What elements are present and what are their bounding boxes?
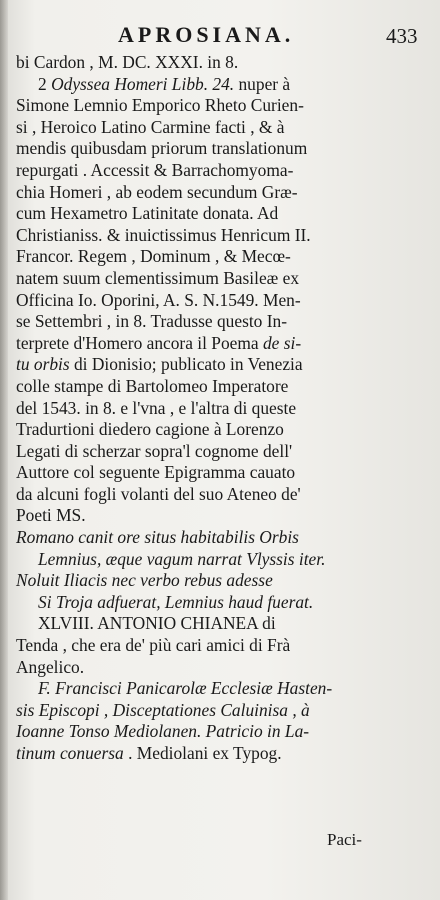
text-line: Poeti MS. xyxy=(16,505,86,526)
italic-segment: tinum conuersa xyxy=(16,743,124,763)
text-line: Legati di scherzar sopra'l cognome dell' xyxy=(16,440,293,461)
text-line: Tenda , che era de' più cari amici di Frà xyxy=(16,635,291,656)
text-line: repurgati . Accessit & Barrachomyoma- xyxy=(16,159,294,180)
verse-line: Romano canit ore situs habitabilis Orbis xyxy=(16,527,299,548)
text-line: Ioanne Tonso Mediolanen. Patricio in La- xyxy=(16,721,310,742)
text-line: del 1543. in 8. e l'vna , e l'altra di queste xyxy=(16,397,297,418)
verse-line: Lemnius, æque vagum narrat Vlyssis iter. xyxy=(38,548,326,569)
text-line xyxy=(16,354,432,376)
entry-heading: XLVIII. ANTONIO CHIANEA di xyxy=(38,613,276,634)
text-line: Francor. Regem , Dominum , & Mecœ- xyxy=(16,246,291,267)
running-title: APROSIANA. xyxy=(118,22,295,47)
italic-segment: tu orbis xyxy=(16,354,70,375)
text-line: sis Episcopi , Disceptationes Caluinisa , à xyxy=(16,699,310,720)
verse-line: Si Troja adfuerat, Lemnius haud fuerat. xyxy=(38,591,314,612)
catchword: Paci- xyxy=(327,830,362,849)
text-line xyxy=(16,74,432,96)
page-gutter xyxy=(0,0,8,900)
italic-segment: de si- xyxy=(262,332,302,353)
text-line xyxy=(16,333,432,355)
text-line: Tradurtioni diedero cagione à Lorenzo xyxy=(16,419,284,440)
text-segment: . Mediolani ex Typog. xyxy=(123,743,282,763)
text-line: Simone Lemnio Emporico Rheto Curien- xyxy=(16,95,304,116)
text-segment: nuper à xyxy=(234,73,291,94)
page-header xyxy=(0,22,440,48)
text-segment: terprete d'Homero ancora il Poema xyxy=(16,332,263,353)
text-line: chia Homeri , ab eodem secundum Græ- xyxy=(16,181,298,202)
body-text xyxy=(16,52,432,765)
text-line: da alcuni fogli volanti del suo Ateneo de' xyxy=(16,483,301,504)
text-line xyxy=(16,743,432,765)
text-line: colle stampe di Bartolomeo Imperatore xyxy=(16,375,289,396)
text-line: se Settembri , in 8. Tradusse questo In- xyxy=(16,311,287,332)
text-line: F. Francisci Panicarolæ Ecclesiæ Hasten- xyxy=(38,678,333,699)
text-line: Auttore col seguente Epigramma cauato xyxy=(16,462,296,483)
text-line: Angelico. xyxy=(16,656,85,677)
text-line: natem suum clementissimum Basileæ ex xyxy=(16,267,300,288)
text-line: Christianiss. & inuictissimus Henricum II. xyxy=(16,224,311,245)
text-line: mendis quibusdam priorum translationum xyxy=(16,138,308,159)
verse-line: Noluit Iliacis nec verbo rebus adesse xyxy=(16,570,273,591)
entry-number: 2 xyxy=(38,73,47,94)
text-segment: di Dionisio; publicato in Venezia xyxy=(69,354,303,375)
entry-title: Odyssea Homeri Libb. 24. xyxy=(51,73,235,94)
text-line: si , Heroico Latino Carmine facti , & à xyxy=(16,116,285,137)
epigram xyxy=(16,527,432,613)
text-line: Officina Io. Oporini, A. S. N.1549. Men- xyxy=(16,289,301,310)
text-line: cum Hexametro Latinitate donata. Ad xyxy=(16,203,279,224)
page-number: 433 xyxy=(386,24,418,48)
text-line: bi Cardon , M. DC. XXXI. in 8. xyxy=(16,52,239,72)
